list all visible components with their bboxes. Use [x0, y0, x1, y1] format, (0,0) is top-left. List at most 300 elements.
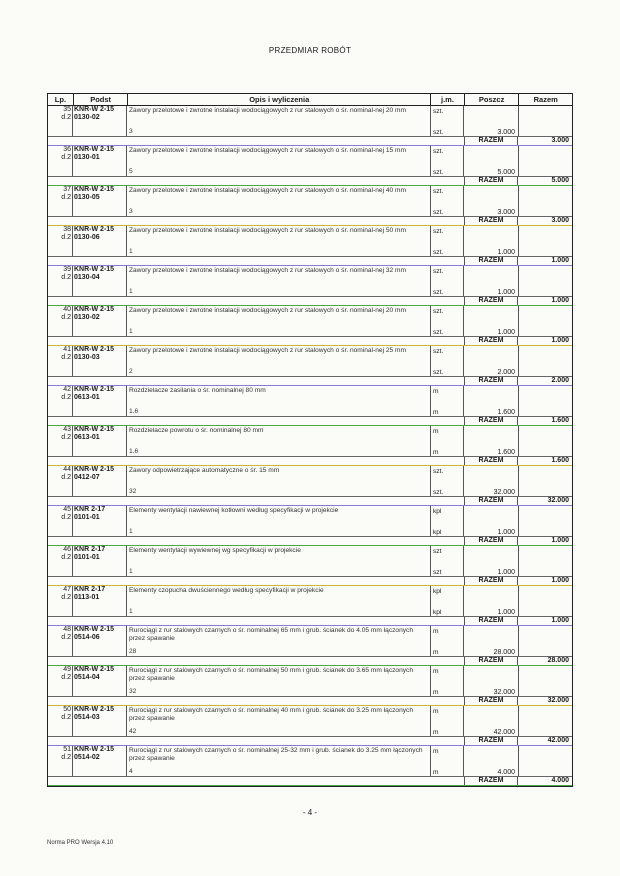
row-lp2: d.2 — [61, 474, 71, 481]
row-lp1: 38 — [63, 226, 71, 233]
row-summary — [48, 256, 572, 265]
row-summary — [48, 696, 572, 705]
row-lp1: 41 — [63, 346, 71, 353]
razem-value: 2.000 — [551, 377, 569, 384]
table-row — [48, 186, 572, 226]
row-unit — [431, 546, 464, 576]
row-poszcz — [464, 746, 519, 776]
row-unit: szt. — [433, 268, 444, 275]
row-desc: Elementy wentylacji nawiewnej kotłowni według specyfikacji w projekcie — [129, 507, 339, 514]
razem-label: RAZEM — [464, 257, 518, 265]
row-description — [127, 346, 431, 376]
row-podst1: KNR 2-17 — [74, 546, 106, 553]
table-row — [48, 746, 572, 786]
row-desc: Rozdzielacze zasilania o śr. nominalnej 80 mm — [129, 387, 266, 394]
razem-label: RAZEM — [464, 177, 518, 185]
row-podst2: 0130-04 — [74, 274, 100, 281]
razem-value: 5.000 — [551, 177, 569, 184]
row-lp — [48, 106, 73, 136]
table-row — [48, 466, 572, 506]
row-description — [127, 626, 431, 656]
row-podst1: KNR-W 2-15 — [74, 706, 115, 713]
razem-label: RAZEM — [464, 777, 518, 785]
row-lp — [48, 346, 73, 376]
razem-value: 32.000 — [547, 497, 569, 504]
row-podst1: KNR-W 2-15 — [74, 146, 115, 153]
row-unit — [431, 106, 464, 136]
row-poszcz: 1.000 — [497, 289, 515, 296]
row-poszcz: 1.000 — [497, 609, 515, 616]
header-jm: j.m. — [431, 94, 465, 105]
row-description — [127, 466, 431, 496]
row-summary — [48, 536, 572, 545]
row-description — [127, 586, 431, 616]
row-lp1: 48 — [63, 626, 71, 633]
row-quantity: 1 — [129, 248, 133, 255]
row-podstawa — [73, 186, 127, 216]
row-poszcz — [464, 306, 519, 336]
row-summary — [48, 616, 572, 625]
row-poszcz — [464, 426, 519, 456]
row-podstawa — [73, 106, 127, 136]
row-unit: szt. — [433, 188, 444, 195]
row-unit: szt. — [433, 209, 444, 216]
row-summary — [48, 656, 572, 665]
row-poszcz: 1.000 — [497, 329, 515, 336]
row-summary — [48, 136, 572, 145]
row-lp1: 47 — [63, 586, 71, 593]
header-poszcz: Poszcz — [465, 94, 520, 105]
table-row — [48, 586, 572, 626]
razem-value: 1.600 — [551, 457, 569, 464]
header-podst: Podst — [74, 94, 129, 105]
row-lp2: d.2 — [61, 594, 71, 601]
table-row — [48, 306, 572, 346]
software-version: Norma PRO Wersja 4.10 — [47, 840, 114, 846]
razem-value: 28.000 — [547, 657, 569, 664]
row-unit — [431, 746, 464, 776]
row-podst2: 0514-03 — [74, 714, 100, 721]
row-razem-empty — [519, 586, 572, 616]
row-description — [127, 426, 431, 456]
row-podstawa — [73, 426, 127, 456]
row-summary — [48, 736, 572, 745]
row-description — [127, 306, 431, 336]
table-row — [48, 626, 572, 666]
razem-value: 1.000 — [551, 297, 569, 304]
row-unit — [431, 426, 464, 456]
row-razem-empty — [519, 466, 572, 496]
table-row — [48, 426, 572, 466]
row-quantity: 32 — [129, 688, 137, 695]
table-row — [48, 226, 572, 266]
row-unit: szt. — [433, 489, 444, 496]
row-unit — [431, 226, 464, 256]
row-razem-empty — [519, 546, 572, 576]
row-lp — [48, 706, 73, 736]
row-unit: szt. — [433, 369, 444, 376]
row-lp1: 37 — [63, 186, 71, 193]
row-lp — [48, 466, 73, 496]
row-quantity: 3 — [129, 128, 133, 135]
row-lp2: d.2 — [61, 274, 71, 281]
row-podst2: 0130-02 — [74, 314, 100, 321]
row-desc: Elementy czopucha dwuściennego według specyfikacji w projekcie — [129, 587, 324, 594]
row-podstawa — [73, 666, 127, 696]
row-unit: szt. — [433, 148, 444, 155]
row-lp — [48, 626, 73, 656]
row-podst2: 0130-01 — [74, 154, 100, 161]
row-podst1: KNR-W 2-15 — [74, 466, 115, 473]
row-poszcz — [464, 226, 519, 256]
razem-value: 1.000 — [551, 257, 569, 264]
row-poszcz: 1.000 — [497, 569, 515, 576]
row-lp1: 40 — [63, 306, 71, 313]
razem-label: RAZEM — [464, 457, 518, 465]
row-unit: m — [433, 428, 439, 435]
row-unit: m — [433, 449, 439, 456]
table-row — [48, 386, 572, 426]
row-unit: m — [433, 409, 439, 416]
row-poszcz — [464, 146, 519, 176]
row-summary — [48, 296, 572, 305]
table-row — [48, 146, 572, 186]
row-lp2: d.2 — [61, 114, 71, 121]
row-razem-empty — [519, 626, 572, 656]
row-poszcz — [464, 386, 519, 416]
row-quantity: 4 — [129, 768, 133, 775]
row-description — [127, 506, 431, 536]
row-description — [127, 706, 431, 736]
row-poszcz — [464, 666, 519, 696]
row-poszcz: 32.000 — [493, 489, 515, 496]
row-podstawa — [73, 266, 127, 296]
razem-value: 42.000 — [547, 737, 569, 744]
row-lp2: d.2 — [61, 314, 71, 321]
row-unit: szt. — [433, 249, 444, 256]
row-summary — [48, 496, 572, 505]
razem-label: RAZEM — [464, 297, 518, 305]
row-quantity: 1 — [129, 568, 133, 575]
row-desc: Zawory przelotowe i zwrotne instalacji wodociągowych z rur stalowych o śr. nominal-nej 20 mm — [129, 107, 407, 114]
row-podstawa — [73, 226, 127, 256]
row-podstawa — [73, 746, 127, 776]
row-unit: m — [433, 628, 439, 635]
row-lp1: 49 — [63, 666, 71, 673]
row-podst1: KNR-W 2-15 — [74, 426, 115, 433]
row-lp — [48, 546, 73, 576]
row-poszcz: 5.000 — [497, 169, 515, 176]
row-lp2: d.2 — [61, 714, 71, 721]
row-summary — [48, 216, 572, 225]
row-summary — [48, 576, 572, 585]
razem-value: 1.000 — [551, 537, 569, 544]
page-number: - 4 - — [302, 808, 318, 817]
row-podst2: 0613-01 — [74, 434, 100, 441]
row-quantity: 1.6 — [129, 448, 139, 455]
row-desc: Rurociągi z rur stalowych czarnych o śr. nominalnej 25-32 mm i grub. ścianek do 3.25 mm łączonych przez spawanie — [129, 747, 423, 762]
row-podst2: 0101-01 — [74, 514, 100, 521]
document-title: PRZEDMIAR ROBÓT — [268, 46, 352, 55]
row-podstawa — [73, 386, 127, 416]
row-razem-empty — [519, 426, 572, 456]
razem-label: RAZEM — [464, 337, 518, 345]
razem-value: 4.000 — [551, 777, 569, 784]
razem-label: RAZEM — [464, 377, 518, 385]
row-unit — [431, 346, 464, 376]
table-row — [48, 106, 572, 146]
razem-label: RAZEM — [464, 617, 518, 625]
row-lp — [48, 386, 73, 416]
row-poszcz — [464, 346, 519, 376]
row-poszcz: 1.600 — [497, 449, 515, 456]
row-quantity: 5 — [129, 168, 133, 175]
row-summary — [48, 376, 572, 385]
row-unit: szt. — [433, 169, 444, 176]
row-lp1: 39 — [63, 266, 71, 273]
row-podstawa — [73, 506, 127, 536]
row-summary — [48, 416, 572, 425]
row-description — [127, 226, 431, 256]
row-unit: m — [433, 649, 439, 656]
razem-label: RAZEM — [464, 737, 518, 745]
row-unit — [431, 386, 464, 416]
row-podst1: KNR 2-17 — [74, 506, 106, 513]
row-razem-empty — [519, 226, 572, 256]
row-lp1: 45 — [63, 506, 71, 513]
row-razem-empty — [519, 746, 572, 776]
row-lp — [48, 186, 73, 216]
row-unit: kpl — [433, 609, 442, 616]
row-razem-empty — [519, 346, 572, 376]
row-razem-empty — [519, 306, 572, 336]
row-description — [127, 386, 431, 416]
row-unit: m — [433, 668, 439, 675]
row-poszcz — [464, 506, 519, 536]
row-podst1: KNR-W 2-15 — [74, 386, 115, 393]
row-quantity: 1 — [129, 528, 133, 535]
row-poszcz: 28.000 — [493, 649, 515, 656]
row-lp — [48, 226, 73, 256]
table-row — [48, 266, 572, 306]
razem-value: 1.000 — [551, 337, 569, 344]
row-lp2: d.2 — [61, 154, 71, 161]
row-unit: m — [433, 769, 439, 776]
row-podst1: KNR-W 2-15 — [74, 266, 115, 273]
row-poszcz: 42.000 — [493, 729, 515, 736]
row-unit — [431, 666, 464, 696]
row-quantity: 2 — [129, 368, 133, 375]
row-unit — [431, 586, 464, 616]
row-unit — [431, 706, 464, 736]
row-podst1: KNR-W 2-15 — [74, 106, 115, 113]
row-desc: Rurociągi z rur stalowych czarnych o śr. nominalnej 50 mm i grub. ścianek do 3.65 mm łączonych przez spawanie — [129, 667, 414, 682]
row-podstawa — [73, 306, 127, 336]
row-quantity: 28 — [129, 648, 137, 655]
razem-label: RAZEM — [464, 417, 518, 425]
row-lp1: 42 — [63, 386, 71, 393]
header-lp: Lp. — [48, 94, 74, 105]
row-desc: Zawory przelotowe i zwrotne instalacji wodociągowych z rur stalowych o śr. nominal-nej 20 mm — [129, 307, 407, 314]
row-lp — [48, 666, 73, 696]
razem-label: RAZEM — [464, 137, 518, 145]
row-summary — [48, 776, 572, 785]
row-unit — [431, 266, 464, 296]
row-podst2: 0613-01 — [74, 394, 100, 401]
row-lp — [48, 426, 73, 456]
row-desc: Zawory przelotowe i zwrotne instalacji wodociągowych z rur stalowych o śr. nominal-nej 15 mm — [129, 147, 407, 154]
row-razem-empty — [519, 106, 572, 136]
row-unit: m — [433, 729, 439, 736]
razem-value: 3.000 — [551, 217, 569, 224]
row-lp2: d.2 — [61, 634, 71, 641]
row-poszcz — [464, 706, 519, 736]
row-razem-empty — [519, 146, 572, 176]
row-desc: Zawory przelotowe i zwrotne instalacji wodociągowych z rur stalowych o śr. nominal-nej 50 mm — [129, 227, 407, 234]
row-razem-empty — [519, 506, 572, 536]
row-unit: szt. — [433, 329, 444, 336]
row-lp1: 35 — [63, 106, 71, 113]
row-podstawa — [73, 546, 127, 576]
row-lp1: 44 — [63, 466, 71, 473]
row-podstawa — [73, 346, 127, 376]
row-lp — [48, 506, 73, 536]
row-desc: Zawory przelotowe i zwrotne instalacji wodociągowych z rur stalowych o śr. nominal-nej 40 mm — [129, 187, 407, 194]
row-lp — [48, 586, 73, 616]
row-poszcz — [464, 186, 519, 216]
row-poszcz — [464, 266, 519, 296]
row-desc: Elementy wentylacji wywiewnej wg specyfikacji w projekcie — [129, 547, 301, 554]
razem-label: RAZEM — [464, 697, 518, 705]
header-opis: Opis i wyliczenia — [128, 94, 431, 105]
row-unit: szt. — [433, 308, 444, 315]
row-podstawa — [73, 626, 127, 656]
row-unit — [431, 626, 464, 656]
row-lp2: d.2 — [61, 394, 71, 401]
row-lp2: d.2 — [61, 234, 71, 241]
row-unit: m — [433, 388, 439, 395]
row-unit: szt. — [433, 289, 444, 296]
row-lp2: d.2 — [61, 674, 71, 681]
row-podstawa — [73, 586, 127, 616]
row-unit: m — [433, 708, 439, 715]
row-podst2: 0514-04 — [74, 674, 100, 681]
row-desc: Zawory przelotowe i zwrotne instalacji wodociągowych z rur stalowych o śr. nominal-nej 32 mm — [129, 267, 407, 274]
row-lp2: d.2 — [61, 434, 71, 441]
row-desc: Rurociągi z rur stalowych czarnych o śr. nominalnej 40 mm i grub. ścianek do 3.25 mm łączonych przez spawanie — [129, 707, 414, 722]
row-unit: szt — [433, 569, 442, 576]
row-desc: Zawory przelotowe i zwrotne instalacji wodociągowych z rur stalowych o śr. nominal-nej 25 mm — [129, 347, 407, 354]
row-summary — [48, 456, 572, 465]
row-podst1: KNR 2-17 — [74, 586, 106, 593]
row-quantity: 1.6 — [129, 408, 139, 415]
row-description — [127, 666, 431, 696]
row-unit — [431, 306, 464, 336]
row-unit: szt. — [433, 468, 444, 475]
row-poszcz — [464, 626, 519, 656]
row-desc: Rozdzielacze powrotu o śr. nominalnej 80 mm — [129, 427, 264, 434]
row-unit: m — [433, 748, 439, 755]
row-lp2: d.2 — [61, 354, 71, 361]
row-podst2: 0130-06 — [74, 234, 100, 241]
row-poszcz — [464, 106, 519, 136]
razem-value: 32.000 — [547, 697, 569, 704]
row-quantity: 1 — [129, 288, 133, 295]
row-quantity: 32 — [129, 488, 137, 495]
row-quantity: 1 — [129, 608, 133, 615]
row-lp1: 51 — [63, 746, 71, 753]
row-poszcz: 1.600 — [497, 409, 515, 416]
row-podst1: KNR-W 2-15 — [74, 306, 115, 313]
row-podst2: 0113-01 — [74, 594, 100, 601]
row-razem-empty — [519, 386, 572, 416]
row-lp1: 43 — [63, 426, 71, 433]
row-poszcz: 2.000 — [497, 369, 515, 376]
razem-label: RAZEM — [464, 497, 518, 505]
row-podst2: 0130-02 — [74, 114, 100, 121]
row-poszcz — [464, 546, 519, 576]
row-unit — [431, 146, 464, 176]
row-poszcz: 32.000 — [493, 689, 515, 696]
row-unit: m — [433, 689, 439, 696]
row-unit: szt. — [433, 348, 444, 355]
row-podst1: KNR-W 2-15 — [74, 666, 115, 673]
row-podst1: KNR-W 2-15 — [74, 346, 115, 353]
razem-label: RAZEM — [464, 577, 518, 585]
row-razem-empty — [519, 706, 572, 736]
row-poszcz — [464, 466, 519, 496]
row-lp2: d.2 — [61, 554, 71, 561]
row-unit: kpl — [433, 508, 442, 515]
row-unit: kpl — [433, 588, 442, 595]
row-unit: szt — [433, 548, 442, 555]
row-description — [127, 186, 431, 216]
row-lp — [48, 306, 73, 336]
row-podst1: KNR-W 2-15 — [74, 226, 115, 233]
row-razem-empty — [519, 186, 572, 216]
razem-value: 1.000 — [551, 577, 569, 584]
row-razem-empty — [519, 266, 572, 296]
row-poszcz: 4.000 — [497, 769, 515, 776]
row-razem-empty — [519, 666, 572, 696]
table-row — [48, 546, 572, 586]
row-description — [127, 266, 431, 296]
row-unit — [431, 466, 464, 496]
row-lp1: 36 — [63, 146, 71, 153]
row-lp2: d.2 — [61, 194, 71, 201]
table-row — [48, 666, 572, 706]
row-podst1: KNR-W 2-15 — [74, 186, 115, 193]
row-podst1: KNR-W 2-15 — [74, 626, 115, 633]
row-poszcz — [464, 586, 519, 616]
row-podst2: 0412-07 — [74, 474, 100, 481]
row-poszcz: 3.000 — [497, 209, 515, 216]
row-quantity: 1 — [129, 328, 133, 335]
row-lp2: d.2 — [61, 754, 71, 761]
row-unit — [431, 186, 464, 216]
row-quantity: 42 — [129, 728, 137, 735]
row-summary — [48, 176, 572, 185]
row-podst2: 0130-05 — [74, 194, 100, 201]
row-quantity: 3 — [129, 208, 133, 215]
razem-label: RAZEM — [464, 537, 518, 545]
row-podst2: 0514-02 — [74, 754, 100, 761]
row-podst2: 0514-06 — [74, 634, 100, 641]
table-row — [48, 706, 572, 746]
row-description — [127, 146, 431, 176]
row-poszcz: 1.000 — [497, 529, 515, 536]
razem-value: 1.000 — [551, 617, 569, 624]
